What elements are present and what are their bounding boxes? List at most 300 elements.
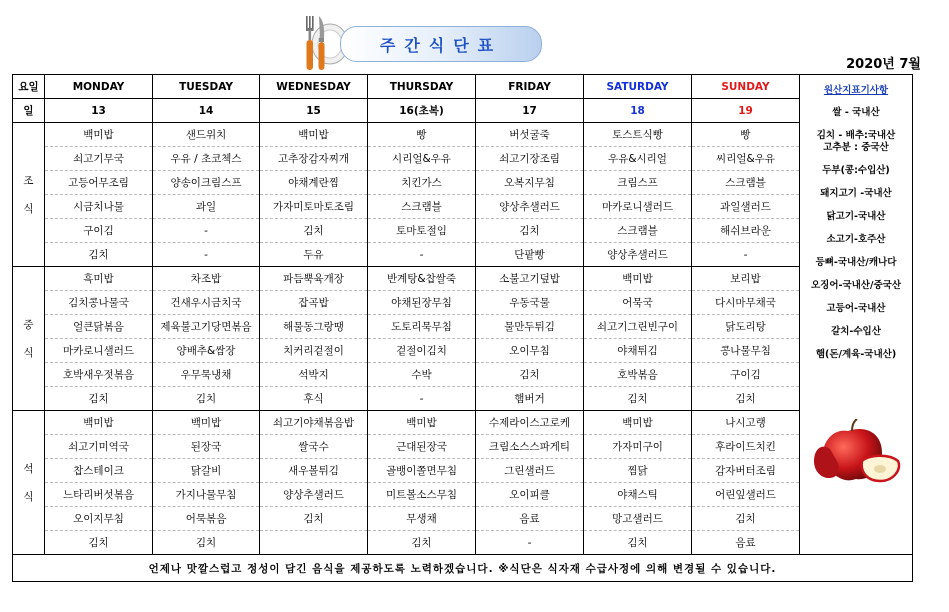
menu-item: 어묵국 <box>622 297 653 309</box>
menu-cell <box>45 387 153 411</box>
menu-cell <box>476 411 584 435</box>
menu-cell <box>692 459 800 483</box>
menu-cell <box>476 459 584 483</box>
date-value: 13 <box>91 104 106 117</box>
menu-cell <box>476 219 584 243</box>
table-row <box>13 291 913 315</box>
menu-item: 과일샐러드 <box>720 201 771 213</box>
title-banner <box>340 26 542 62</box>
menu-item: 김치 <box>88 537 109 549</box>
menu-cell <box>260 411 368 435</box>
menu-cell <box>260 339 368 363</box>
table-row <box>13 363 913 387</box>
menu-cell <box>692 243 800 267</box>
menu-cell <box>260 147 368 171</box>
date-value: 17 <box>522 104 537 117</box>
menu-item: 감자버터조림 <box>715 465 776 477</box>
menu-table <box>12 74 913 582</box>
menu-item: 토마토절임 <box>396 225 447 237</box>
menu-cell <box>368 459 476 483</box>
menu-cell <box>45 531 153 555</box>
menu-item: 시리얼&우유 <box>392 153 451 165</box>
menu-cell <box>260 315 368 339</box>
date-header-cell <box>368 99 476 123</box>
menu-cell <box>153 363 260 387</box>
menu-cell <box>368 195 476 219</box>
origin-item: 갈치-수입산 <box>831 326 881 337</box>
menu-cell <box>584 291 692 315</box>
date-value: 14 <box>198 104 214 117</box>
menu-item: 고등어무조림 <box>68 177 129 189</box>
menu-cell <box>45 363 153 387</box>
footer-notice <box>13 555 913 582</box>
menu-cell <box>153 387 260 411</box>
menu-item: 두유 <box>303 249 324 261</box>
table-row <box>13 315 913 339</box>
menu-item: 보리밥 <box>730 273 761 285</box>
menu-cell <box>692 387 800 411</box>
date-header-row <box>13 99 913 123</box>
menu-cell <box>153 507 260 531</box>
day-name: MONDAY <box>72 80 125 93</box>
menu-item: 망고샐러드 <box>612 513 663 525</box>
day-name: THURSDAY <box>389 80 454 93</box>
menu-item: 잡곡밥 <box>298 297 329 309</box>
menu-cell <box>260 171 368 195</box>
menu-cell <box>368 483 476 507</box>
menu-item: 양상추샐러드 <box>499 201 560 213</box>
menu-item: 쇠고기그린빈구이 <box>596 321 679 333</box>
menu-item: 수박 <box>411 369 432 381</box>
menu-item: 김치 <box>627 537 648 549</box>
footer-text: 언제나 맛깔스럽고 정성이 담긴 음식을 제공하도록 노력하겠습니다. ※식단은 식자재 수급사정에 의해 변경될 수 있습니다. <box>148 562 777 575</box>
menu-cell <box>45 315 153 339</box>
menu-cell <box>45 339 153 363</box>
menu-cell <box>153 171 260 195</box>
menu-cell <box>692 291 800 315</box>
menu-cell <box>584 315 692 339</box>
menu-item: 후식 <box>303 393 324 405</box>
menu-item: 백미밥 <box>622 273 653 285</box>
menu-item: - <box>419 392 424 405</box>
menu-cell <box>260 195 368 219</box>
menu-item: 치킨가스 <box>401 177 442 189</box>
header <box>0 0 949 74</box>
table-row <box>13 435 913 459</box>
menu-item: 김치 <box>519 225 540 237</box>
menu-item: - <box>204 224 208 237</box>
date-header-cell <box>153 99 260 123</box>
date-header-cell <box>45 99 153 123</box>
menu-cell <box>45 507 153 531</box>
table-row <box>13 411 913 435</box>
menu-item: 야채스틱 <box>617 489 658 501</box>
day-header-thursday <box>368 75 476 99</box>
menu-item: 호박볶음 <box>617 369 658 381</box>
date-header-cell <box>260 99 368 123</box>
origin-item: 돼지고기 -국내산 <box>820 188 892 199</box>
menu-item: 김치 <box>195 393 217 405</box>
date-label-text: 일 <box>23 105 34 117</box>
menu-item: 김치 <box>303 225 324 237</box>
menu-item: 스크램블 <box>617 225 658 237</box>
menu-item: 양송이크림스프 <box>170 177 242 189</box>
menu-cell <box>368 315 476 339</box>
day-label: 요일 <box>18 81 39 93</box>
menu-cell <box>476 435 584 459</box>
menu-item: 김치 <box>88 393 109 405</box>
menu-item: 백미밥 <box>406 417 437 429</box>
menu-item: 오이피클 <box>509 489 550 501</box>
menu-cell <box>368 411 476 435</box>
menu-cell <box>260 459 368 483</box>
menu-cell <box>476 171 584 195</box>
menu-cell <box>584 411 692 435</box>
menu-cell <box>476 195 584 219</box>
menu-cell <box>153 291 260 315</box>
menu-item: 단팥빵 <box>514 249 545 261</box>
day-name: SUNDAY <box>721 80 770 93</box>
day-name: FRIDAY <box>508 80 551 93</box>
menu-item: 가자미토마토조림 <box>272 201 355 213</box>
menu-item: 스크램블 <box>725 177 766 189</box>
day-header-wednesday <box>260 75 368 99</box>
menu-item: 해쉬브라운 <box>720 225 771 237</box>
menu-item: 닭도리탕 <box>725 321 766 333</box>
menu-cell <box>476 147 584 171</box>
menu-cell <box>153 147 260 171</box>
menu-item: - <box>743 248 748 261</box>
menu-cell <box>692 315 800 339</box>
menu-cell <box>45 123 153 147</box>
menu-item: 석박지 <box>298 369 329 381</box>
menu-item: 백미밥 <box>622 417 653 429</box>
menu-item: - <box>527 536 532 549</box>
menu-cell <box>584 363 692 387</box>
menu-cell <box>153 267 260 291</box>
menu-item: 후라이드치킨 <box>715 441 776 453</box>
menu-item: 씨리얼&우유 <box>716 153 775 165</box>
menu-cell <box>584 507 692 531</box>
menu-item: 빵 <box>416 129 427 141</box>
menu-cell <box>476 531 584 555</box>
menu-item: 가자미구이 <box>612 441 663 453</box>
menu-cell <box>368 339 476 363</box>
menu-cell <box>584 435 692 459</box>
day-name: SATURDAY <box>606 80 669 93</box>
menu-cell <box>584 483 692 507</box>
menu-cell <box>584 387 692 411</box>
menu-cell <box>45 435 153 459</box>
menu-item: 우유&시리얼 <box>608 153 667 165</box>
menu-item: 골뱅이쫄면무침 <box>385 465 457 477</box>
menu-cell <box>260 291 368 315</box>
menu-item: 쇠고기야채볶음밥 <box>272 417 355 429</box>
menu-cell <box>476 291 584 315</box>
menu-item: - <box>419 248 424 261</box>
menu-item: 과일 <box>195 201 217 213</box>
menu-cell <box>260 219 368 243</box>
table-row <box>13 483 913 507</box>
meal-label-char: 식 <box>23 346 34 359</box>
menu-item: 구이김 <box>83 225 114 237</box>
menu-cell <box>584 195 692 219</box>
menu-cell <box>692 195 800 219</box>
menu-cell <box>368 291 476 315</box>
menu-item: 도토리묵무침 <box>391 321 452 333</box>
menu-item: 오이지무침 <box>73 513 124 525</box>
menu-cell <box>692 507 800 531</box>
menu-item: 나시고랭 <box>725 417 766 429</box>
day-header-friday <box>476 75 584 99</box>
menu-item: 시금치나물 <box>73 201 124 213</box>
day-header-saturday <box>584 75 692 99</box>
menu-item: 호박새우젓볶음 <box>62 369 134 381</box>
menu-item: 빵 <box>740 129 751 141</box>
menu-cell <box>584 267 692 291</box>
menu-item: 샌드위치 <box>185 129 227 141</box>
menu-cell <box>368 243 476 267</box>
menu-item: 어린잎샐러드 <box>715 489 776 501</box>
menu-cell <box>476 483 584 507</box>
menu-cell <box>45 195 153 219</box>
menu-cell <box>368 435 476 459</box>
menu-item: 야채된장무침 <box>391 297 452 309</box>
menu-item: 얼큰닭볶음 <box>73 321 124 333</box>
menu-cell <box>476 123 584 147</box>
menu-cell <box>692 339 800 363</box>
menu-cell <box>368 387 476 411</box>
origin-item: 고등어-국내산 <box>826 303 886 314</box>
menu-item: 김치 <box>411 537 432 549</box>
menu-item: - <box>204 248 208 261</box>
menu-item: 새우볼튀김 <box>288 465 339 477</box>
menu-cell <box>260 531 368 555</box>
menu-cell <box>260 363 368 387</box>
menu-cell <box>368 531 476 555</box>
menu-item: 치커리겉절이 <box>283 345 344 357</box>
menu-cell <box>260 507 368 531</box>
menu-cell <box>584 123 692 147</box>
menu-cell <box>368 123 476 147</box>
menu-item: 제육불고기당면볶음 <box>160 321 252 333</box>
date-value: 19 <box>738 104 753 117</box>
menu-cell <box>584 243 692 267</box>
menu-cell <box>692 435 800 459</box>
date-label-cell <box>13 99 45 123</box>
origin-item: 쌀 - 국내산 <box>832 107 880 118</box>
menu-cell <box>692 171 800 195</box>
meal-label-char: 조 <box>23 174 34 187</box>
table-row <box>13 507 913 531</box>
menu-cell <box>45 483 153 507</box>
menu-item: 양배추&쌈장 <box>176 345 236 357</box>
menu-item: 차조밥 <box>190 273 222 285</box>
menu-cell <box>476 315 584 339</box>
menu-cell <box>584 459 692 483</box>
menu-item: 흑미밥 <box>83 273 114 285</box>
day-header-tuesday <box>153 75 260 99</box>
table-row <box>13 219 913 243</box>
menu-cell <box>260 435 368 459</box>
origin-item: 닭고기-국내산 <box>826 211 886 222</box>
menu-cell <box>45 411 153 435</box>
menu-item: 음료 <box>519 513 540 525</box>
menu-cell <box>368 171 476 195</box>
menu-item: 그린샐러드 <box>504 465 555 477</box>
menu-cell <box>476 243 584 267</box>
menu-item: 쇠고기장조림 <box>499 153 560 165</box>
menu-cell <box>153 195 260 219</box>
menu-cell <box>45 171 153 195</box>
menu-cell <box>153 315 260 339</box>
menu-cell <box>153 459 260 483</box>
menu-cell <box>476 363 584 387</box>
meal-label-cell <box>13 411 45 555</box>
origin-item: 등뼈-국내산/캐나다 <box>815 257 897 268</box>
menu-item: 근대된장국 <box>396 441 447 453</box>
menu-item: 오복지무침 <box>504 177 555 189</box>
day-name: WEDNESDAY <box>276 80 351 93</box>
date-header-cell <box>584 99 692 123</box>
menu-cell <box>153 411 260 435</box>
table-row <box>13 459 913 483</box>
menu-cell <box>584 531 692 555</box>
meal-label-cell <box>13 267 45 411</box>
menu-item: 김치콩나물국 <box>68 297 129 309</box>
table-row <box>13 123 913 147</box>
menu-cell <box>153 339 260 363</box>
menu-cell <box>260 387 368 411</box>
menu-item: 크림소스스파게티 <box>488 441 571 453</box>
menu-item: 양상추샐러드 <box>607 249 668 261</box>
apple-icon <box>808 419 904 485</box>
menu-item: 마카로니샐러드 <box>62 345 134 357</box>
menu-cell <box>368 507 476 531</box>
menu-cell <box>153 219 260 243</box>
menu-item: 구이김 <box>730 369 761 381</box>
menu-item: 콩나물무침 <box>720 345 771 357</box>
menu-cell <box>153 123 260 147</box>
menu-item: 김치 <box>519 369 540 381</box>
menu-cell <box>260 483 368 507</box>
menu-item: 쇠고기미역국 <box>68 441 129 453</box>
menu-cell <box>584 147 692 171</box>
menu-cell <box>584 171 692 195</box>
menu-cell <box>45 459 153 483</box>
menu-item: 양상추샐러드 <box>283 489 344 501</box>
menu-item: 반계탕&찹쌀죽 <box>386 273 457 285</box>
menu-item: 겉절이김치 <box>396 345 447 357</box>
menu-item: 우무묵냉채 <box>180 369 232 381</box>
menu-item: 찹스테이크 <box>73 465 124 477</box>
menu-item: 백미밥 <box>298 129 329 141</box>
menu-cell <box>153 531 260 555</box>
menu-cell <box>260 267 368 291</box>
meal-label-char: 식 <box>23 202 34 215</box>
menu-item: 토스트식빵 <box>612 129 663 141</box>
menu-item: 김치 <box>88 249 109 261</box>
menu-cell <box>692 363 800 387</box>
day-name: TUESDAY <box>179 80 233 93</box>
menu-cell <box>45 243 153 267</box>
table-row <box>13 171 913 195</box>
menu-item: 된장국 <box>190 441 222 453</box>
menu-cell <box>153 483 260 507</box>
menu-item: 느타리버섯볶음 <box>62 489 134 501</box>
menu-item: 백미밥 <box>190 417 222 429</box>
origin-title: 원산지표기사항 <box>823 85 889 96</box>
menu-item: 백미밥 <box>83 417 114 429</box>
menu-item: 우유 / 초코첵스 <box>170 153 242 165</box>
menu-item: 김치 <box>195 537 217 549</box>
menu-item: 김치 <box>303 513 324 525</box>
menu-item: 김치 <box>735 393 756 405</box>
menu-item: 무생채 <box>406 513 437 525</box>
table-row <box>13 531 913 555</box>
menu-cell <box>584 339 692 363</box>
menu-item: 쌀국수 <box>298 441 329 453</box>
table-row <box>13 339 913 363</box>
menu-item: 닭갈비 <box>190 465 222 477</box>
menu-item: 야채튀김 <box>617 345 658 357</box>
menu-cell <box>584 219 692 243</box>
table-row <box>13 243 913 267</box>
origin-item: 오징어-국내산/중국산 <box>810 280 901 291</box>
day-label-cell <box>13 75 45 99</box>
menu-item: 파듬뿍육개장 <box>283 273 344 285</box>
menu-cell <box>476 507 584 531</box>
menu-cell <box>692 123 800 147</box>
table-row <box>13 147 913 171</box>
menu-cell <box>368 147 476 171</box>
menu-cell <box>260 243 368 267</box>
day-header-row <box>13 75 913 99</box>
origin-panel <box>800 75 913 555</box>
menu-cell <box>692 147 800 171</box>
menu-cell <box>476 267 584 291</box>
page-title: 주간식단표 <box>379 35 503 55</box>
origin-item: 햄(돈/계육-국내산) <box>815 349 897 360</box>
menu-item: 김치 <box>627 393 648 405</box>
table-row <box>13 267 913 291</box>
menu-item: 어묵볶음 <box>185 513 227 525</box>
menu-item: 백미밥 <box>83 129 114 141</box>
menu-cell <box>692 219 800 243</box>
menu-item: 물만두튀김 <box>504 321 555 333</box>
menu-cell <box>153 435 260 459</box>
menu-item: 해물동그랑땡 <box>283 321 344 333</box>
menu-item: 김치 <box>735 513 756 525</box>
table-row <box>13 195 913 219</box>
menu-item: 햄버거 <box>514 393 545 405</box>
day-header-monday <box>45 75 153 99</box>
menu-item: 찜닭 <box>627 465 648 477</box>
menu-cell <box>260 123 368 147</box>
menu-item: 쇠고기무국 <box>73 153 124 165</box>
origin-item: 두부(콩:수입산) <box>822 165 890 176</box>
footer-row <box>13 555 913 582</box>
date-label: 2020년 7월 <box>846 57 921 72</box>
menu-item: 음료 <box>735 537 756 549</box>
menu-item: 야채계란찜 <box>288 177 339 189</box>
day-header-sunday <box>692 75 800 99</box>
menu-item: 가지나물무침 <box>175 489 237 501</box>
table-row <box>13 387 913 411</box>
menu-cell <box>45 147 153 171</box>
date-value: 15 <box>306 104 321 117</box>
menu-cell <box>45 267 153 291</box>
